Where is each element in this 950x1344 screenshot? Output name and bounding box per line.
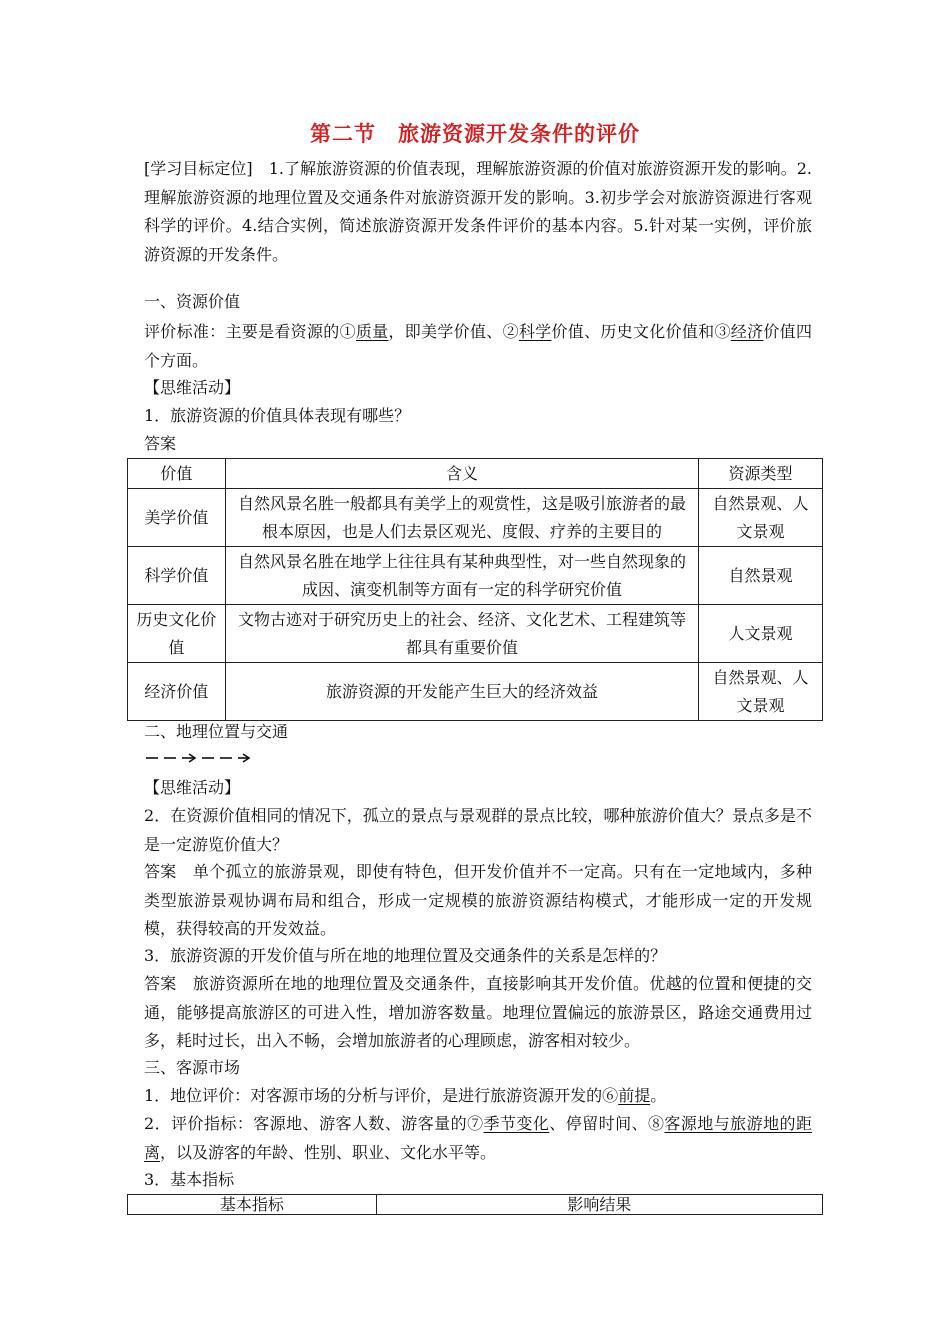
blank-answer-1: 质量	[355, 322, 389, 341]
blank-answer-2: 科学	[518, 322, 552, 341]
activity-label-2: 【思维活动】	[144, 778, 241, 797]
learning-objectives: [学习目标定位] 1.了解旅游资源的价值表现，理解旅游资源的价值对旅游资源开发的影响。2.理解旅游资源的地理位置及交通条件对旅游资源开发的影响。3.初步学会对旅游资源进行客观科学的评价。4.结合实例，简述旅游资源开发条件评价的基本内容。5.针对某一实例，评价旅游资源的开发条件。	[144, 159, 812, 264]
blank-answer-6: 前提	[618, 1086, 651, 1105]
basic-indicators-heading: 3．基本指标	[144, 1170, 235, 1189]
evaluation-criteria: 评价标准：主要是看资源的①质量，即美学价值、②科学价值、历史文化价值和③经济价值四个方面。	[144, 322, 812, 370]
question-2: 2．在资源价值相同的情况下，孤立的景点与景观群的景点比较，哪种旅游价值大？景点多是不是一定游览价值大？	[144, 806, 812, 854]
section1-heading: 一、资源价值	[144, 292, 241, 311]
indicator-table	[127, 1194, 823, 1215]
header-result: 影响结果	[376, 1195, 822, 1215]
value-table-header	[128, 459, 823, 489]
table-row: 历史文化价值 文物古迹对于研究历史上的社会、经济、文化艺术、工程建筑等都具有重要价值 人文景观	[128, 605, 823, 663]
blank-answer-7: 季节变化	[483, 1114, 550, 1133]
answer-3: 答案 旅游资源所在地的地理位置及交通条件，直接影响其开发价值。优越的位置和便捷的交通，能够提高旅游区的可进入性，增加游客数量。地理位置偏远的旅游景区，路途交通费用过多，耗时过长，出入不畅，会增加旅游者的心理顾虑，游客相对较少。	[144, 974, 812, 1050]
table-row: 科学价值 自然风景名胜在地学上往往具有某种典型性，对一些自然现象的成因、演变机制等方面有一定的科学研究价值 自然景观	[128, 547, 823, 605]
answer-2: 答案 单个孤立的旅游景观，即使有特色，但开发价值并不一定高。只有在一定地域内，多种类型旅游景观协调布局和组合，形成一定规模的旅游资源结构模式，才能形成一定的开发规模，获得较高的开发效益。	[144, 862, 812, 938]
header-indicator: 基本指标	[128, 1195, 377, 1215]
arrow-chain-icon	[144, 750, 254, 766]
section2-heading: 二、地理位置与交通	[144, 722, 289, 741]
table-row: 美学价值 自然风景名胜一般都具有美学上的观赏性，这是吸引旅游者的最根本原因，也是人们去景区观光、度假、疗养的主要目的 自然景观、人文景观	[128, 489, 823, 547]
blank-answer-3: 经济	[730, 322, 764, 341]
header-meaning: 含义	[225, 459, 698, 489]
section3-heading: 三、客源市场	[144, 1058, 241, 1077]
market-position: 1．地位评价：对客源市场的分析与评价，是进行旅游资源开发的⑥前提。	[144, 1086, 667, 1105]
header-type: 资源类型	[699, 459, 823, 489]
activity-label-1: 【思维活动】	[144, 378, 241, 397]
question-3: 3．旅游资源的开发价值与所在地的地理位置及交通条件的关系是怎样的？	[144, 946, 667, 965]
answer-label-1: 答案	[144, 434, 177, 453]
section-title: 第二节 旅游资源开发条件的评价	[310, 121, 640, 146]
blank-answer-8: 客源地与旅游地的距离	[144, 1114, 812, 1162]
indicator-table-header	[128, 1195, 823, 1215]
question-1: 1．旅游资源的价值具体表现有哪些？	[144, 406, 411, 425]
header-value: 价值	[128, 459, 226, 489]
table-row: 经济价值 旅游资源的开发能产生巨大的经济效益 自然景观、人文景观	[128, 663, 823, 721]
market-indicators: 2．评价指标：客源地、游客人数、游客量的⑦季节变化、停留时间、⑧客源地与旅游地的距离，以及游客的年龄、性别、职业、文化水平等。	[144, 1114, 812, 1162]
value-table	[127, 458, 823, 721]
